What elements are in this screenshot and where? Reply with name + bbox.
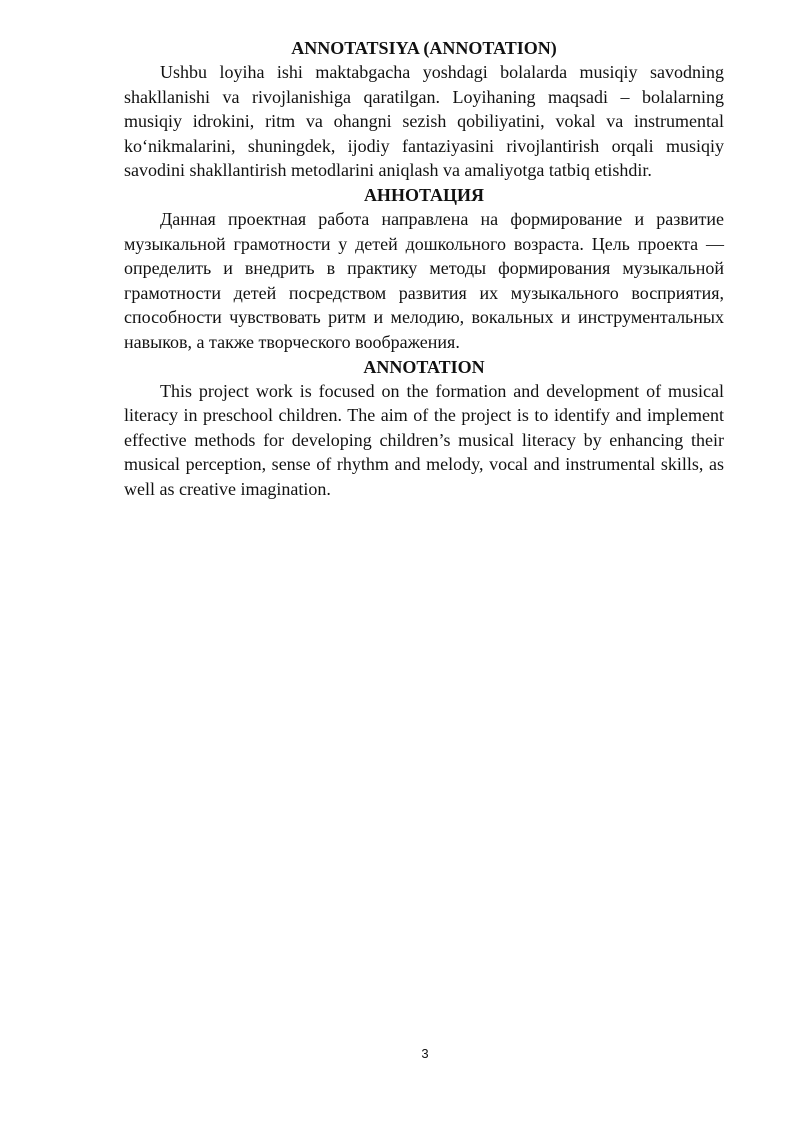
annotation-uzbek-heading: ANNOTATSIYA (ANNOTATION) — [291, 38, 557, 58]
document-content — [124, 36, 724, 502]
annotation-english-heading: ANNOTATION — [363, 356, 485, 377]
annotation-uzbek-section — [124, 36, 724, 183]
annotation-uzbek-paragraph: Ushbu loyiha ishi maktabgacha yoshdagi bolalarda musiqiy savodning shakllanishi va rivojlanishiga qaratilgan. Loyihaning maqsadi – bolalarning musiqiy idrokini, ritm va ohangni sezish qobiliyatini, vokal va instrumental koʻnikmalarini, shuningdek, ijodiy fantaziyasini rivojlantirish orqali musiqiy savodini shakllantirish metodlarini aniqlash va amaliyotga tatbiq etishdir. — [124, 62, 724, 181]
annotation-russian-paragraph: Данная проектная работа направлена на формирование и развитие музыкальной грамотности у детей дошкольного возраста. Цель проекта — определить и внедрить в практику методы формирования музыкальной грамотности детей посредством развития их музыкального восприятия, способности чувствовать ритм и мелодию, вокальных и инструментальных навыков, а также творческого воображения. — [124, 208, 724, 352]
annotation-english-section — [124, 355, 724, 502]
annotation-english-paragraph: This project work is focused on the formation and development of musical literacy in preschool children. The aim of the project is to identify and implement effective methods for developing children’s musical literacy by enhancing their musical perception, sense of rhythm and melody, vocal and instrumental skills, as well as creative imagination. — [124, 380, 724, 499]
annotation-russian-heading: АННОТАЦИЯ — [363, 184, 485, 205]
annotation-russian-section — [124, 183, 724, 355]
page-number: 3 — [421, 1046, 429, 1061]
